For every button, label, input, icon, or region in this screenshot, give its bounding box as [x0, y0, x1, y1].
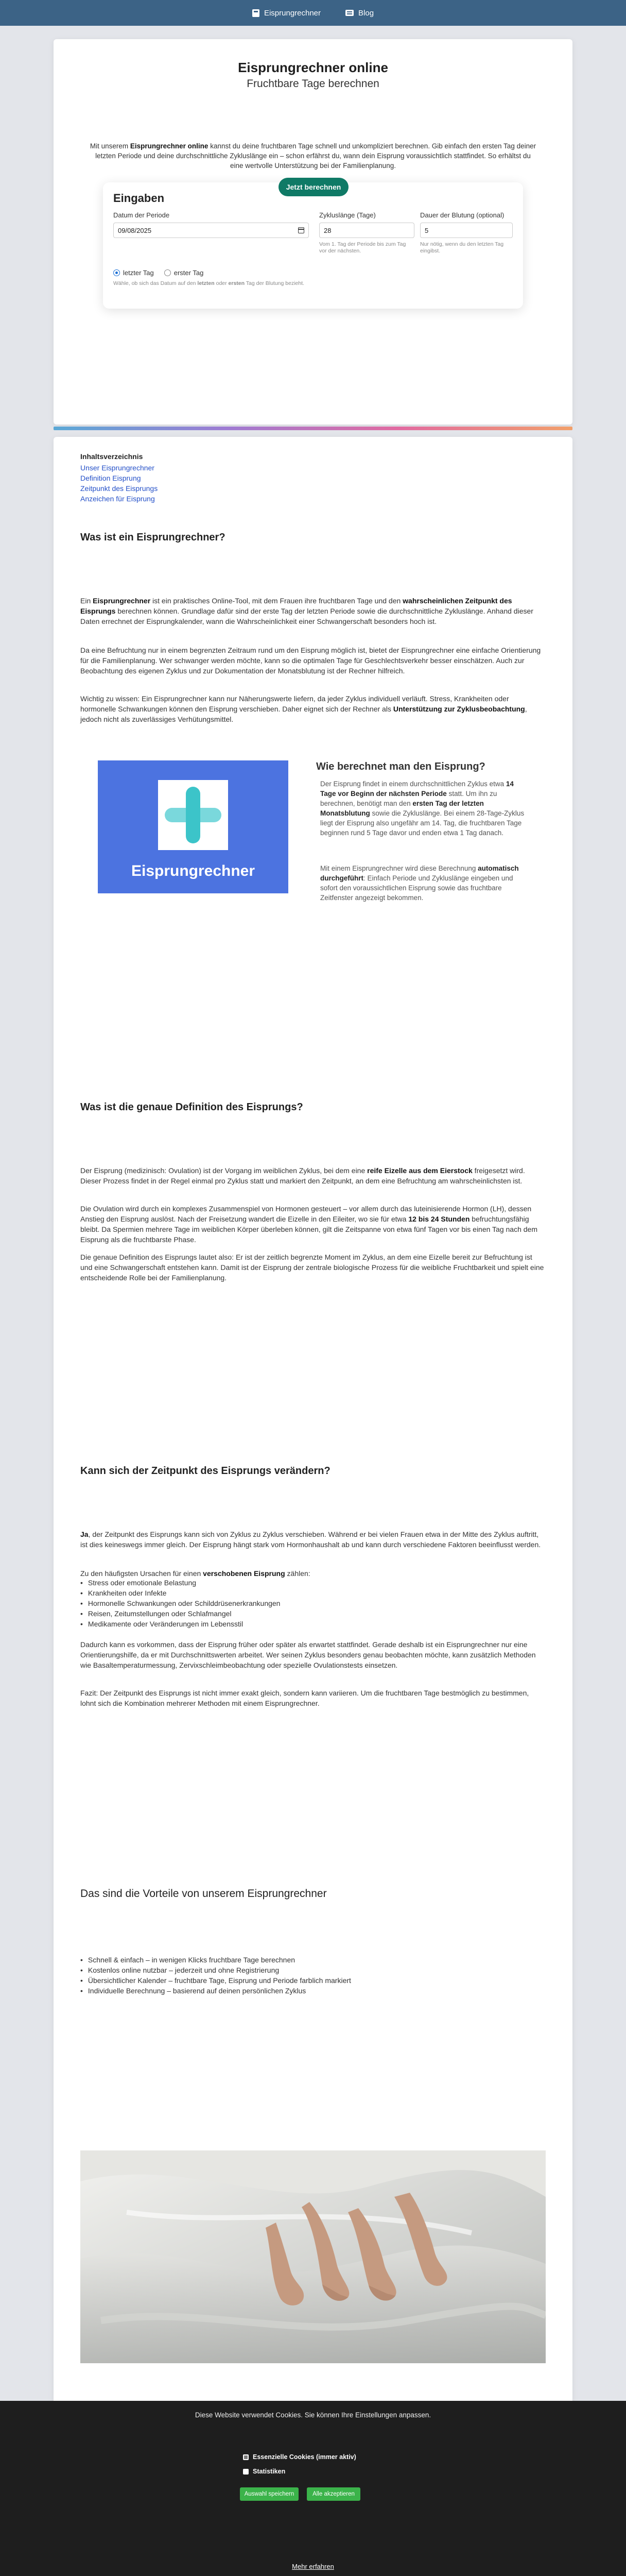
radio-hint: Wähle, ob sich das Datum auf den letzten oder ersten Tag der Blutung bezieht. [113, 280, 305, 286]
cycle-length-input[interactable] [319, 223, 414, 238]
calculator-form [103, 182, 523, 309]
article-card [54, 437, 572, 2544]
paragraph: Dadurch kann es vorkommen, dass der Eisprung früher oder später als erwartet stattfindet. Gerade deshalb ist ein Eisprungrechner nur eine Orientierungshilfe, da er mit Durchschnittswerten arbeitet. Wer seinen Zyklus besonders genau beobachten möchte, kann zusätzlich Methoden wie Basaltemperaturmessung, Zervixschleimbeobachtung oder spezielle Ovulationstests einsetzen. [80, 1640, 536, 1669]
period-date-input[interactable] [113, 223, 309, 238]
save-selection-button[interactable]: Auswahl speichern [240, 2487, 299, 2501]
bleed-label: Dauer der Blutung (optional) [420, 211, 505, 219]
list-item: • Hormonelle Schwankungen oder Schilddrüsenerkrankungen [80, 1598, 280, 1608]
toc-link[interactable]: Zeitpunkt des Eisprungs [80, 484, 158, 493]
side-heading: Wie berechnet man den Eisprung? [316, 761, 485, 772]
cycle-value: 28 [324, 226, 332, 234]
cookie-banner [0, 2401, 626, 2576]
calendar-icon[interactable] [298, 227, 304, 233]
cookie-text: Diese Website verwendet Cookies. Sie können Ihre Einstellungen anpassen. [195, 2411, 431, 2419]
section-heading: Was ist ein Eisprungrechner? [80, 532, 225, 543]
paragraph: Die genaue Definition des Eisprungs lautet also: Er ist der zeitlich begrenzte Moment im Zyklus, an dem eine Eizelle bereit zur Befruchtung ist und eine Schwangerschaft entstehen kann. Damit ist der Eisprung der zentrale biologische Prozess für die weibliche Fruchtbarkeit und spielt eine entscheidende Rolle bei der Familienplanung. [80, 1253, 544, 1282]
paragraph: Fazit: Der Zeitpunkt des Eisprungs ist nicht immer exakt gleich, sondern kann variieren. Um die fruchtbaren Tage bestmöglich zu bestimmen, lohnt sich die Kombination mehrerer Methoden mit einem Eisprungrechner. [80, 1689, 529, 1707]
list-item: • Kostenlos online nutzbar – jederzeit und ohne Registrierung [80, 1965, 351, 1975]
nav-link-eisprungrechner[interactable] [252, 9, 321, 18]
radio-last-day[interactable] [113, 269, 154, 277]
toc-link[interactable]: Definition Eisprung [80, 474, 141, 482]
gradient-divider [54, 427, 572, 430]
list-item: • Krankheiten oder Infekte [80, 1588, 280, 1598]
form-title: Eingaben [113, 192, 165, 205]
nav-link-blog[interactable] [345, 9, 374, 18]
bed-photo [80, 2150, 546, 2363]
learn-more-link[interactable]: Mehr erfahren [292, 2563, 334, 2570]
list-item: • Medikamente oder Veränderungen im Lebensstil [80, 1619, 280, 1629]
side-paragraph: Mit einem Eisprungrechner wird diese Berechnung automatisch durchgeführt: Einfach Periode und Zykluslänge eingeben und sofort den voraussichtlichen Eisprung sowie das fruchtbare Zeitfenster angezeigt bekommen. [320, 865, 519, 902]
page-title: Eisprungrechner online [238, 60, 388, 75]
list-item: • Schnell & einfach – in wenigen Klicks fruchtbare Tage berechnen [80, 1955, 351, 1965]
bed-photo-illustration [80, 2150, 546, 2363]
checkbox-label: Essenzielle Cookies (immer aktiv) [253, 2453, 356, 2461]
paragraph: Ein Eisprungrechner ist ein praktisches Online-Tool, mit dem Frauen ihre fruchtbaren Tage und den wahrscheinlichen Zeitpunkt des Eisprungs berechnen können. Grundlage dafür sind der erste Tag der letzten Periode sowie die durchschnittliche Zykluslänge. Anhand dieser Daten errechnet der Eisprungkalender, wann die Wahrscheinlichkeit einer Schwangerschaft besonders hoch ist. [80, 597, 533, 625]
promo-image [98, 760, 288, 893]
radio-unchecked-icon[interactable] [164, 269, 171, 276]
date-value: 09/08/2025 [118, 226, 152, 234]
paragraph: Der Eisprung (medizinisch: Ovulation) ist der Vorgang im weiblichen Zyklus, bei dem eine reife Eizelle aus dem Eierstock freigesetzt wird. Dieser Prozess findet in der Regel einmal pro Zyklus statt und markiert den Zeitpunkt, an dem eine Befruchtung am wahrscheinlichsten ist. [80, 1166, 525, 1185]
calculate-button[interactable]: Jetzt berechnen [279, 178, 349, 196]
section-heading: Das sind die Vorteile von unserem Eisprungrechner [80, 1888, 327, 1900]
paragraph: Die Ovulation wird durch ein komplexes Zusammenspiel von Hormonen gesteuert – vor allem durch das luteinisierende Hormon (LH), dessen Anstieg den Eisprung auslöst. Nach der Freisetzung wandert die Eizelle in den Eileiter, wo sie für etwa 12 bis 24 Stunden befruchtungsfähig bleibt. Da Spermien mehrere Tage im weiblichen Körper überleben können, gilt die Zeitspanne von etwa fünf Tagen vor bis einen Tag nach dem Eisprung als die fruchtbarste Phase. [80, 1205, 537, 1244]
promo-label: Eisprungrechner [131, 862, 255, 879]
hero-card [54, 39, 572, 425]
side-paragraph: Der Eisprung findet in einem durchschnittlichen Zyklus etwa 14 Tage vor Beginn der nächsten Periode statt. Um ihn zu berechnen, benötigt man den ersten Tag der letzten Monatsblutung sowie die Zykluslänge. Bei einem 28-Tage-Zyklus liegt der Eisprung also ungefähr am 14. Tag, die fruchtbaren Tage beginnen rund 5 Tage davor und enden etwa 1 Tag danach. [320, 780, 525, 837]
bleeding-duration-input[interactable] [420, 223, 513, 238]
benefits-list [80, 1955, 351, 1996]
toc-link[interactable]: Anzeichen für Eisprung [80, 495, 155, 503]
list-item: • Individuelle Berechnung – basierend auf deinen persönlichen Zyklus [80, 1986, 351, 1996]
radio-label: erster Tag [173, 269, 204, 277]
day-type-radio-group [113, 269, 203, 277]
cycle-hint: Vom 1. Tag der Periode bis zum Tag vor der nächsten. [319, 241, 406, 254]
nav-label: Eisprungrechner [264, 8, 321, 18]
nav-label: Blog [358, 8, 374, 18]
section-heading: Kann sich der Zeitpunkt des Eisprungs verändern? [80, 1465, 331, 1477]
bleed-hint: Nur nötig, wenn du den letzten Tag eingibst. [420, 241, 504, 254]
radio-first-day[interactable] [164, 269, 204, 277]
cycle-label: Zykluslänge (Tage) [319, 211, 376, 219]
cookie-essential-checkbox[interactable] [243, 2453, 356, 2461]
checkbox-checked-icon[interactable] [243, 2454, 249, 2460]
paragraph: Da eine Befruchtung nur in einem begrenzten Zeitraum rund um den Eisprung möglich ist, bietet der Eisprungrechner eine einfache Orientierung für die Familienplanung. Wer schwanger werden möchte, kann so die optimalen Tage für Geschlechtsverkehr besser einschätzen. Auch zur Beobachtung des eigenen Zyklus und zur Dokumentation der Monatsblutung ist der Rechner hilfreich. [80, 646, 541, 675]
paragraph: Wichtig zu wissen: Ein Eisprungrechner kann nur Näherungswerte liefern, da jeder Zyklus individuell verläuft. Stress, Krankheiten oder hormonelle Schwankungen können den Eisprung verschieben. Daher eignet sich der Rechner als Unterstützung zur Zyklusbeobachtung, jedoch nicht als zuverlässiges Verhütungsmittel. [80, 694, 527, 723]
table-of-contents [80, 463, 158, 504]
accept-all-button[interactable]: Alle akzeptieren [307, 2487, 360, 2501]
list-item: • Reisen, Zeitumstellungen oder Schlafmangel [80, 1608, 280, 1619]
checkbox-label: Statistiken [253, 2468, 286, 2475]
toc-link[interactable]: Unser Eisprungrechner [80, 464, 154, 472]
section-heading: Was ist die genaue Definition des Eisprungs? [80, 1101, 303, 1113]
top-nav [0, 0, 626, 26]
toc-title: Inhaltsverzeichnis [80, 452, 143, 461]
intro-text: Mit unserem Eisprungrechner online kannst du deine fruchtbaren Tage schnell und unkompliziert berechnen. Gib einfach den ersten Tag deiner letzten Periode und deine durchschnittliche Zykluslänge ein – schon erfährst du, wann dein Eisprung voraussichtlich stattfindet. So erhältst du eine wertvolle Unterstützung bei der Familienplanung. [90, 142, 536, 170]
cross-logo-icon [158, 780, 228, 850]
list-item: • Übersichtlicher Kalender – fruchtbare Tage, Eisprung und Periode farblich markiert [80, 1975, 351, 1986]
radio-checked-icon[interactable] [113, 269, 120, 276]
paragraph: Ja, der Zeitpunkt des Eisprungs kann sich von Zyklus zu Zyklus verschieben. Während er bei vielen Frauen etwa in der Mitte des Zyklus auftritt, ist dies keineswegs immer gleich. Der Eisprung hängt stark vom Hormonhaushalt ab und kann durch verschiedene Faktoren beeinflusst werden. [80, 1530, 541, 1549]
radio-label: letzter Tag [123, 269, 154, 277]
paragraph: Zu den häufigsten Ursachen für einen verschobenen Eisprung zählen: [80, 1569, 310, 1578]
list-item: • Stress oder emotionale Belastung [80, 1578, 280, 1588]
page-subtitle: Fruchtbare Tage berechnen [247, 78, 379, 90]
cookie-stats-checkbox[interactable] [243, 2468, 285, 2475]
date-label: Datum der Periode [113, 211, 170, 219]
blog-icon [345, 10, 354, 16]
calculator-icon [252, 9, 259, 17]
bleed-value: 5 [425, 226, 429, 234]
cause-list [80, 1578, 280, 1629]
checkbox-unchecked-icon[interactable] [243, 2469, 249, 2475]
